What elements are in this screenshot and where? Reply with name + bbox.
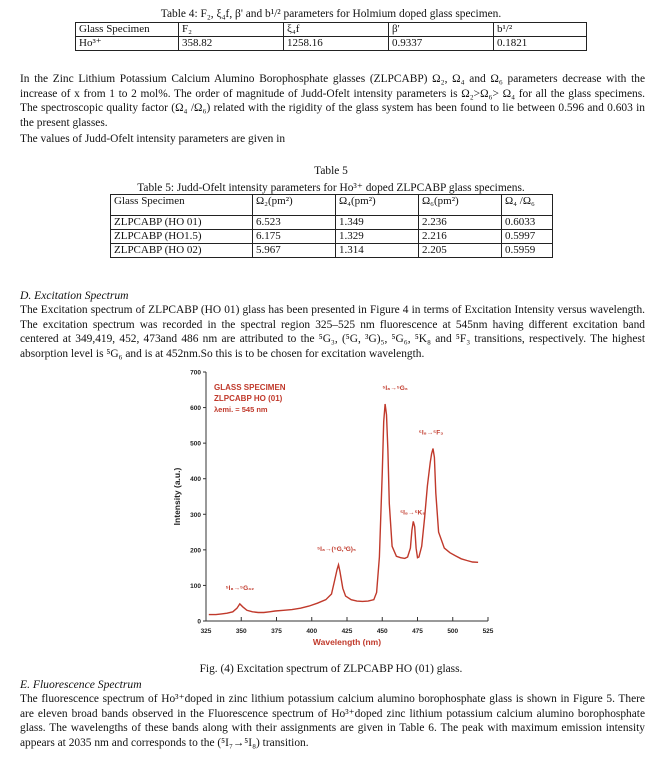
- x-tick-label: 450: [376, 628, 388, 635]
- y-tick-label: 500: [190, 440, 201, 448]
- table-cell: 1258.16: [284, 37, 389, 51]
- y-tick-label: 200: [190, 547, 201, 555]
- table-cell: 0.1821: [494, 37, 587, 51]
- table-cell: ZLPCABP (HO1.5): [111, 230, 253, 244]
- table-cell: 1.349: [336, 216, 419, 230]
- table-cell: Ho³⁺: [76, 37, 179, 51]
- table-cell: 6.523: [253, 216, 336, 230]
- paragraph-jo-intro: The values of Judd-Ofelt intensity parameters are given in: [20, 133, 286, 145]
- peak-annotation: ⁵I₈→⁵F₃: [418, 429, 444, 437]
- x-tick-label: 425: [341, 628, 353, 635]
- table-row: [111, 230, 553, 244]
- table-cell: ZLPCABP (HO 01): [111, 216, 253, 230]
- table-cell: 1.329: [336, 230, 419, 244]
- table5-caption: Table 5: Judd-Ofelt intensity parameters for Ho³⁺ doped ZLPCABP glass specimens.: [137, 182, 525, 194]
- x-tick-label: 400: [306, 628, 318, 635]
- section-d-text: The Excitation spectrum of ZLPCABP (HO 01) glass has been presented in Figure 4 in terms of Excitation Intensity versus wavelength. The excitation spectrum was recorded in the spectral region 325–525 nm fluorescence at 545nm having different excitation band centered at 349,419, 452, 473and 486 nm are attributed to the ⁵G₃, (⁵G, ³G)₅, ⁵G₆, ⁵K₈ and ⁵F₃ transitions, respectively. The highest absorption level is ⁵G₆ and is at 452nm.So this is to be chosen for excitation wavelength.: [20, 304, 645, 360]
- table-cell: 1.314: [336, 244, 419, 258]
- table-cell: Ω₂(pm²): [253, 195, 336, 216]
- y-tick-label: 0: [197, 618, 201, 626]
- table5-label: Table 5: [314, 165, 348, 177]
- table-cell: 0.5959: [502, 244, 553, 258]
- table-cell: Glass Specimen: [111, 195, 253, 216]
- table-cell: F₂: [179, 23, 284, 37]
- y-tick-label: 700: [190, 369, 201, 377]
- table-cell: 0.6033: [502, 216, 553, 230]
- table-cell: β': [389, 23, 494, 37]
- chart-legend: [214, 383, 286, 414]
- table5: [110, 194, 553, 258]
- y-tick-label: 600: [190, 405, 201, 413]
- table-row: [111, 216, 553, 230]
- table-cell: 6.175: [253, 230, 336, 244]
- table-cell: Ω₄(pm²): [336, 195, 419, 216]
- table-cell: Ω₄ /Ω₆: [502, 195, 553, 216]
- table-cell: Glass Specimen: [76, 23, 179, 37]
- legend-line: λemi. = 545 nm: [214, 405, 268, 414]
- figure-caption: Fig. (4) Excitation spectrum of ZLPCABP HO (01) glass.: [199, 663, 463, 675]
- chart-annotations: [226, 385, 444, 592]
- table-cell: ZLPCABP (HO 02): [111, 244, 253, 258]
- table-cell: Ω₆(pm²): [419, 195, 502, 216]
- x-tick-label: 525: [482, 628, 494, 635]
- table-cell: 5.967: [253, 244, 336, 258]
- section-e-text: The fluorescence spectrum of Ho³⁺doped in zinc lithium potassium calcium alumino borophosphate glass is shown in Figure 5. There are eleven broad bands observed in the Fluorescence spectrum of Ho³⁺doped zinc lithium potassium calcium alumino borophosphate glass. The wavelengths of these bands along with their assignments are given in Table 6. The peak with maximum emission intensity appears at 2035 nm and corresponds to the (⁵I₇→⁵I₈) transition.: [20, 693, 645, 749]
- y-tick-label: 400: [190, 476, 201, 484]
- x-tick-label: 375: [271, 628, 282, 635]
- x-tick-label: 325: [200, 628, 212, 635]
- y-axis-label: Intensity (a.u.): [172, 467, 182, 526]
- x-tick-label: 475: [412, 628, 423, 635]
- table-cell: 0.9337: [389, 37, 494, 51]
- table-cell: ξ₄f: [284, 23, 389, 37]
- peak-annotation: ⁵I₈→(⁵G,³G)₅: [317, 545, 356, 553]
- peak-annotation: ⁵I₈→⁵K₈: [400, 509, 426, 517]
- y-tick-label: 300: [190, 511, 201, 519]
- x-tick-label: 350: [235, 628, 247, 635]
- section-d-heading: D. Excitation Spectrum: [20, 289, 129, 302]
- excitation-spectrum-chart: [168, 366, 498, 663]
- table-cell: 2.205: [419, 244, 502, 258]
- legend-line: GLASS SPECIMEN: [214, 383, 286, 392]
- table4: [75, 22, 587, 51]
- table-cell: 2.216: [419, 230, 502, 244]
- y-tick-label: 100: [190, 582, 201, 590]
- table-row: [111, 244, 553, 258]
- peak-annotation: ⁵I₈→⁵G₃₂: [225, 584, 255, 592]
- table4-caption: Table 4: F₂, ξ₄f, β' and b¹/² parameters for Holmium doped glass specimen.: [160, 8, 502, 20]
- section-e-heading: E. Fluorescence Spectrum: [20, 678, 142, 691]
- paragraph-jo-parameters: In the Zinc Lithium Potassium Calcium Alumino Borophosphate glasses (ZLPCABP) Ω₂, Ω₄ and Ω₆ parameters decrease with the increase of x from 1 to 2 mol%. The order of magnitude of Judd-Ofelt intensity parameters is Ω₂>Ω₆> Ω₄ for all the glass specimens. The spectroscopic quality factor (Ω₄ /Ω₆) related with the rigidity of the glass system has been found to lie between 0.596 and 0.603 in the present glasses.: [20, 73, 645, 129]
- table4-header-row: [76, 23, 587, 37]
- table-cell: 0.5997: [502, 230, 553, 244]
- legend-line: ZLPCABP HO (01): [214, 394, 283, 403]
- table-row: [76, 37, 587, 51]
- table-cell: 2.236: [419, 216, 502, 230]
- x-tick-label: 500: [447, 628, 459, 635]
- peak-annotation: ⁵I₈→⁵G₆: [382, 385, 408, 393]
- table-cell: 358.82: [179, 37, 284, 51]
- table5-header-row: [111, 195, 553, 216]
- x-axis-label: Wavelength (nm): [312, 637, 382, 647]
- table-cell: b¹/²: [494, 23, 587, 37]
